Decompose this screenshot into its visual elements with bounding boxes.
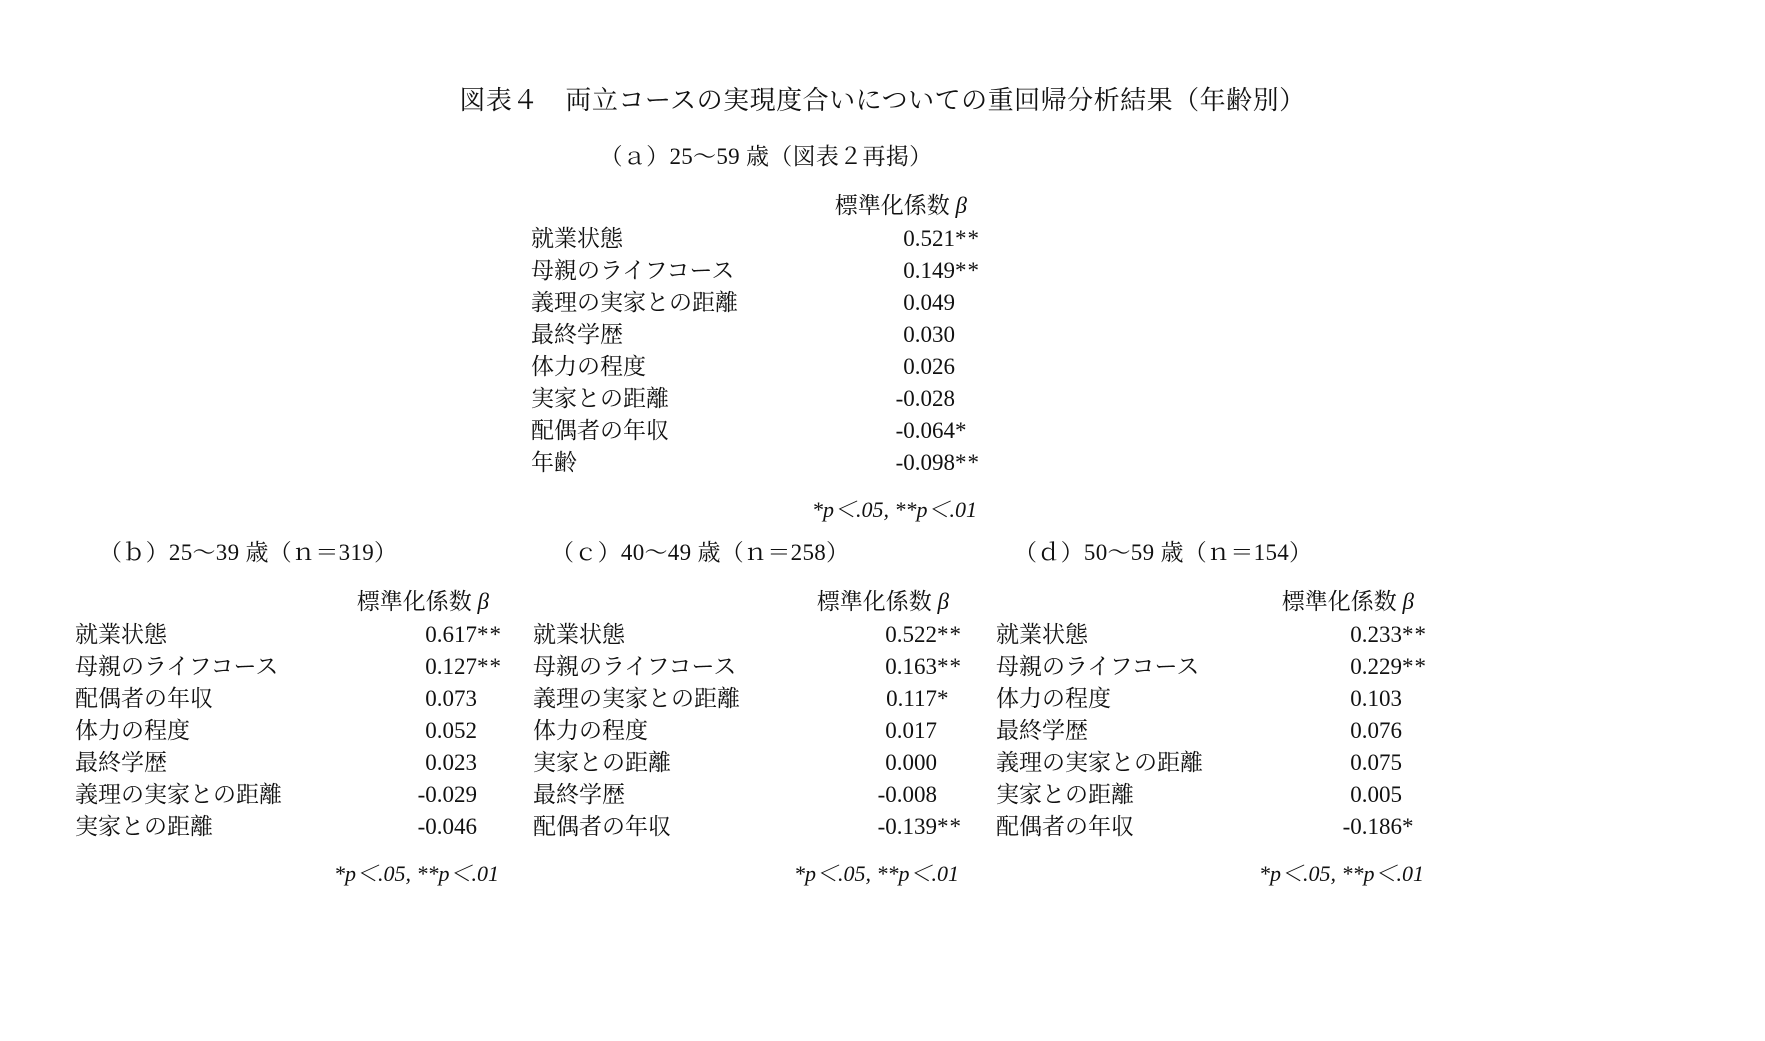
table-row	[75, 715, 523, 747]
row-coefficient-value: -0.029	[417, 782, 477, 807]
row-significance-stars	[955, 287, 1001, 319]
row-significance-stars	[1402, 747, 1448, 779]
row-significance-stars	[955, 351, 1001, 383]
row-significance-stars	[1402, 683, 1448, 715]
row-coefficient-value: 0.149	[903, 258, 955, 283]
row-coefficient-value: 0.522	[885, 622, 937, 647]
row-label: 体力の程度	[533, 718, 648, 743]
table-a-label-header	[531, 183, 825, 223]
beta-header-text: 標準化係数	[816, 588, 938, 614]
table-row	[75, 683, 523, 715]
row-significance-stars	[477, 747, 523, 779]
row-coefficient-value: -0.098	[895, 450, 955, 475]
row-significance-stars: **	[1402, 622, 1427, 647]
row-coefficient-value: -0.139	[877, 814, 937, 839]
row-coefficient-value: -0.028	[895, 386, 955, 411]
table-c-body	[533, 619, 983, 843]
table-row	[531, 415, 1001, 447]
table-d-label-header	[996, 579, 1262, 619]
row-label: 最終学歴	[533, 782, 625, 807]
table-row	[75, 747, 523, 779]
row-significance-stars: *	[937, 686, 950, 711]
table-a-caption: （ａ）25〜59 歳（図表２再掲）	[599, 144, 933, 169]
beta-symbol: β	[477, 588, 489, 614]
table-c-label-header	[533, 579, 797, 619]
regression-table-c	[533, 534, 983, 888]
table-row	[996, 683, 1448, 715]
row-significance-stars	[937, 779, 983, 811]
table-c-footnote	[533, 857, 983, 888]
table-b-body	[75, 619, 523, 843]
beta-symbol: β	[937, 588, 949, 614]
row-label: 配偶者の年収	[531, 418, 669, 443]
table-row	[533, 619, 983, 651]
row-label: 就業状態	[531, 226, 623, 251]
regression-table-a	[531, 138, 1001, 524]
table-b-header-row	[75, 579, 523, 619]
row-coefficient-value: 0.229	[1350, 654, 1402, 679]
row-coefficient-value: 0.073	[425, 686, 477, 711]
row-significance-stars: **	[477, 622, 502, 647]
table-c-caption: （ｃ）40〜49 歳（ｎ＝258）	[551, 540, 850, 565]
row-significance-stars: **	[1402, 654, 1427, 679]
table-a-body	[531, 223, 1001, 479]
table-d-grid	[996, 579, 1448, 843]
table-c-footnote-text: *p＜.05, **p＜.01	[793, 861, 959, 886]
table-row	[75, 651, 523, 683]
table-d-header-row	[996, 579, 1448, 619]
row-label: 最終学歴	[996, 718, 1088, 743]
beta-symbol: β	[955, 192, 967, 218]
row-significance-stars	[955, 383, 1001, 415]
row-label: 最終学歴	[531, 322, 623, 347]
row-label: 義理の実家との距離	[996, 750, 1203, 775]
row-label: 体力の程度	[996, 686, 1111, 711]
beta-header-text: 標準化係数	[1281, 588, 1403, 614]
row-label: 最終学歴	[75, 750, 167, 775]
row-label: 義理の実家との距離	[75, 782, 282, 807]
table-d-beta-header	[1262, 579, 1448, 619]
table-b-caption: （ｂ）25〜39 歳（ｎ＝319）	[99, 540, 398, 565]
row-label: 配偶者の年収	[533, 814, 671, 839]
row-significance-stars	[1402, 779, 1448, 811]
table-row	[75, 779, 523, 811]
row-label: 就業状態	[533, 622, 625, 647]
table-row	[531, 383, 1001, 415]
row-significance-stars: **	[955, 226, 980, 251]
row-coefficient-value: 0.617	[425, 622, 477, 647]
row-label: 母親のライフコース	[531, 258, 735, 283]
table-row	[996, 715, 1448, 747]
row-coefficient-value: 0.000	[885, 750, 937, 775]
row-coefficient-value: 0.005	[1350, 782, 1402, 807]
row-label: 義理の実家との距離	[531, 290, 738, 315]
row-coefficient-value: 0.163	[885, 654, 937, 679]
row-significance-stars: **	[937, 622, 962, 647]
row-label: 母親のライフコース	[533, 654, 737, 679]
table-row	[75, 811, 523, 843]
table-b-footnote	[75, 857, 523, 888]
figure-title: 図表４ 両立コースの実現度合いについての重回帰分析結果（年齢別）	[459, 86, 1306, 115]
beta-header-text: 標準化係数	[834, 192, 956, 218]
table-a-footnote-text: *p＜.05, **p＜.01	[811, 497, 977, 522]
table-row	[75, 619, 523, 651]
table-row	[531, 287, 1001, 319]
row-significance-stars	[937, 747, 983, 779]
beta-header-text: 標準化係数	[356, 588, 478, 614]
table-row	[996, 779, 1448, 811]
row-coefficient-value: -0.046	[417, 814, 477, 839]
row-coefficient-value: 0.127	[425, 654, 477, 679]
table-d-body	[996, 619, 1448, 843]
row-label: 義理の実家との距離	[533, 686, 740, 711]
table-row	[531, 447, 1001, 479]
row-coefficient-value: 0.103	[1350, 686, 1402, 711]
row-label: 体力の程度	[75, 718, 190, 743]
row-significance-stars	[477, 683, 523, 715]
row-label: 実家との距離	[996, 782, 1134, 807]
table-row	[996, 811, 1448, 843]
row-coefficient-value: 0.026	[903, 354, 955, 379]
row-coefficient-value: -0.008	[877, 782, 937, 807]
row-coefficient-value: 0.030	[903, 322, 955, 347]
regression-table-b	[75, 534, 523, 888]
row-label: 母親のライフコース	[75, 654, 279, 679]
row-significance-stars	[955, 319, 1001, 351]
table-row	[533, 715, 983, 747]
table-d-footnote	[996, 857, 1448, 888]
row-coefficient-value: 0.117	[886, 686, 937, 711]
row-label: 配偶者の年収	[75, 686, 213, 711]
table-row	[533, 683, 983, 715]
table-c-grid	[533, 579, 983, 843]
table-b-label-header	[75, 579, 337, 619]
row-coefficient-value: -0.186	[1342, 814, 1402, 839]
row-significance-stars: **	[955, 450, 980, 475]
table-b-footnote-text: *p＜.05, **p＜.01	[333, 861, 499, 886]
row-label: 実家との距離	[533, 750, 671, 775]
row-significance-stars: **	[937, 654, 962, 679]
row-coefficient-value: 0.075	[1350, 750, 1402, 775]
row-label: 配偶者の年収	[996, 814, 1134, 839]
row-label: 就業状態	[75, 622, 167, 647]
row-coefficient-value: 0.023	[425, 750, 477, 775]
row-coefficient-value: -0.064	[895, 418, 955, 443]
table-row	[996, 619, 1448, 651]
row-significance-stars: **	[955, 258, 980, 283]
table-row	[996, 651, 1448, 683]
table-row	[996, 747, 1448, 779]
row-significance-stars	[1402, 715, 1448, 747]
row-coefficient-value: 0.521	[903, 226, 955, 251]
row-coefficient-value: 0.233	[1350, 622, 1402, 647]
table-row	[533, 779, 983, 811]
table-a-header-row	[531, 183, 1001, 223]
row-significance-stars: **	[937, 814, 962, 839]
row-label: 実家との距離	[531, 386, 669, 411]
table-row	[533, 651, 983, 683]
beta-symbol: β	[1402, 588, 1414, 614]
row-significance-stars: **	[477, 654, 502, 679]
row-significance-stars	[477, 715, 523, 747]
row-significance-stars: *	[955, 418, 968, 443]
row-coefficient-value: 0.076	[1350, 718, 1402, 743]
table-c-beta-header	[797, 579, 983, 619]
row-label: 就業状態	[996, 622, 1088, 647]
table-a-grid	[531, 183, 1001, 479]
table-row	[531, 255, 1001, 287]
table-row	[531, 351, 1001, 383]
table-b-grid	[75, 579, 523, 843]
row-label: 母親のライフコース	[996, 654, 1200, 679]
table-c-header-row	[533, 579, 983, 619]
row-coefficient-value: 0.017	[885, 718, 937, 743]
regression-table-d	[996, 534, 1448, 888]
table-row	[531, 319, 1001, 351]
row-coefficient-value: 0.049	[903, 290, 955, 315]
table-d-footnote-text: *p＜.05, **p＜.01	[1258, 861, 1424, 886]
row-significance-stars	[477, 811, 523, 843]
row-label: 体力の程度	[531, 354, 646, 379]
table-row	[533, 747, 983, 779]
row-label: 年齢	[531, 450, 577, 475]
table-row	[533, 811, 983, 843]
table-d-caption: （ｄ）50〜59 歳（ｎ＝154）	[1014, 540, 1313, 565]
table-row	[531, 223, 1001, 255]
table-b-beta-header	[337, 579, 523, 619]
table-a-footnote	[531, 493, 1001, 524]
row-label: 実家との距離	[75, 814, 213, 839]
row-coefficient-value: 0.052	[425, 718, 477, 743]
table-a-beta-header	[825, 183, 1001, 223]
row-significance-stars	[937, 715, 983, 747]
row-significance-stars: *	[1402, 814, 1415, 839]
row-significance-stars	[477, 779, 523, 811]
